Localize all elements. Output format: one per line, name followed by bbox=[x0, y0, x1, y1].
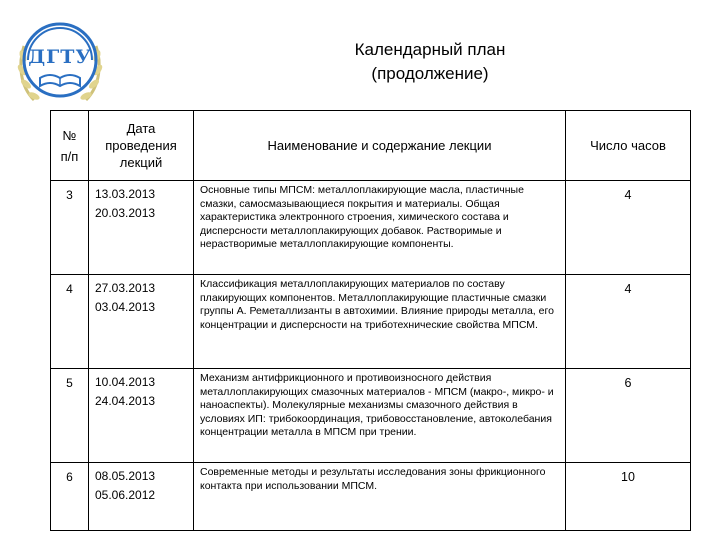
row-num: 5 bbox=[51, 369, 89, 463]
schedule-table bbox=[50, 110, 691, 531]
header-num-line1: № bbox=[62, 127, 77, 143]
row-num: 6 bbox=[51, 463, 89, 531]
row-date-end: 03.04.2013 bbox=[95, 300, 156, 314]
row-content: Классификация металлоплакирующих материалов по составу плакирующих компонентов. Металлоплакирующие пластичные смазки группы А. Реметаллизанты в автохимии. Влияние природы металла, его концентрации и дисперсности на триботехнические свойства МПСМ. bbox=[194, 275, 566, 369]
row-hours: 4 bbox=[566, 181, 691, 275]
header-num bbox=[51, 111, 89, 181]
row-hours: 4 bbox=[566, 275, 691, 369]
university-logo bbox=[14, 8, 106, 108]
row-num: 3 bbox=[51, 181, 89, 275]
header-date-line1: Дата bbox=[126, 121, 156, 136]
page-title bbox=[300, 38, 560, 86]
logo-text: ДГТУ bbox=[28, 46, 92, 68]
row-date-start: 10.04.2013 bbox=[95, 375, 156, 389]
row-date-end: 05.06.2012 bbox=[95, 488, 156, 502]
row-hours: 6 bbox=[566, 369, 691, 463]
row-dates bbox=[89, 275, 194, 369]
row-num: 4 bbox=[51, 275, 89, 369]
row-date-start: 27.03.2013 bbox=[95, 281, 156, 295]
table-header-row bbox=[51, 111, 691, 181]
header-date-line2: проведения bbox=[105, 138, 177, 153]
row-dates bbox=[89, 463, 194, 531]
table-row bbox=[51, 369, 691, 463]
table-row bbox=[51, 275, 691, 369]
row-date-end: 24.04.2013 bbox=[95, 394, 156, 408]
row-dates bbox=[89, 369, 194, 463]
table-row bbox=[51, 463, 691, 531]
row-date-start: 08.05.2013 bbox=[95, 469, 156, 483]
row-hours: 10 bbox=[566, 463, 691, 531]
header-content: Наименование и содержание лекции bbox=[194, 111, 566, 181]
title-line2: (продолжение) bbox=[371, 64, 489, 83]
title-line1: Календарный план bbox=[354, 40, 506, 59]
row-date-end: 20.03.2013 bbox=[95, 206, 156, 220]
row-content: Механизм антифрикционного и противоизносного действия металлоплакирующих смазочных материалов - МПСМ (макро-, микро- и наноаспекты). Молекулярные механизмы смазочного действия в условиях ИП: трибокоординация, трибовосстановление, автоколебания концентрации металла в МПСМ при трении. bbox=[194, 369, 566, 463]
table-row bbox=[51, 181, 691, 275]
row-dates bbox=[89, 181, 194, 275]
header-date-line3: лекций bbox=[119, 155, 163, 170]
header-date bbox=[89, 111, 194, 181]
row-date-start: 13.03.2013 bbox=[95, 187, 156, 201]
header-num-line2: п/п bbox=[60, 148, 79, 164]
header-hours: Число часов bbox=[566, 111, 691, 181]
row-content: Современные методы и результаты исследования зоны фрикционного контакта при использовании МПСМ. bbox=[194, 463, 566, 531]
row-content: Основные типы МПСМ: металлоплакирующие масла, пластичные смазки, самосмазывающиеся покрытия и материалы. Общая характеристика электронного строения, химического состава и дисперсности металлоплакирующих добавок. Растворимые и нерастворимые металлоплакирующие компоненты. bbox=[194, 181, 566, 275]
